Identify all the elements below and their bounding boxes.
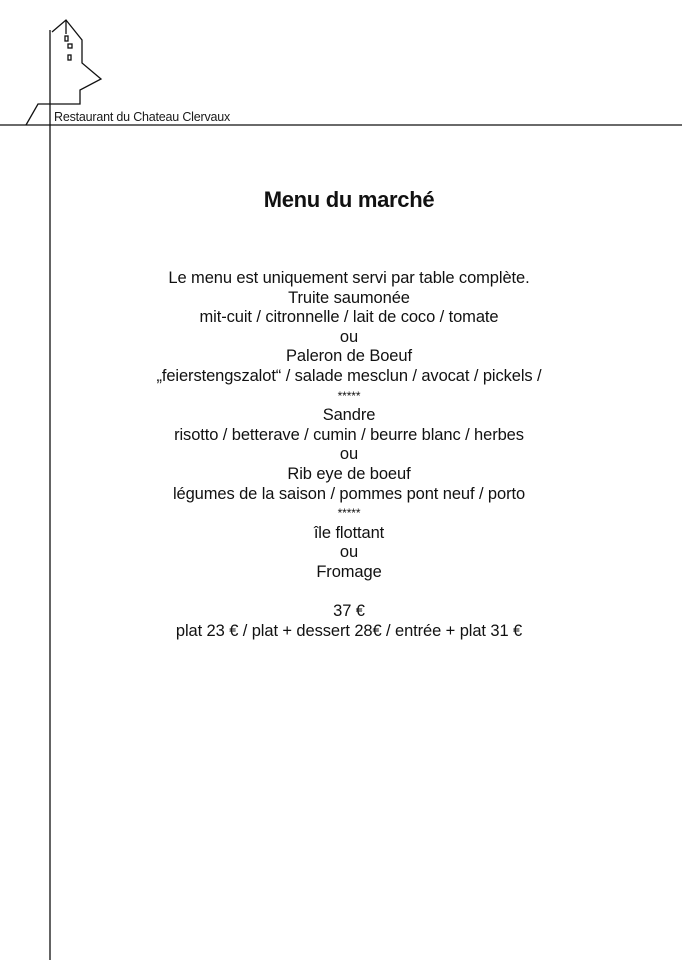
main-1-name: Sandre (322, 406, 376, 425)
starter-2-name: Paleron de Boeuf (286, 347, 412, 366)
course-separator: ***** (337, 506, 361, 521)
dessert-1-name: île flottant (313, 523, 385, 542)
dessert-2-name: Fromage (316, 562, 382, 581)
starter-2-description: „feierstengszalot“ / salade mesclun / avocat / pickels / (156, 366, 542, 385)
menu-intro: Le menu est uniquement servi par table complète. (168, 269, 530, 287)
dessert-or: ou (339, 543, 359, 562)
starter-1-name: Truite saumonée (288, 288, 410, 307)
restaurant-name: Restaurant du Chateau Clervaux (54, 110, 231, 124)
blank-spacer (16, 583, 682, 603)
main-1-description: risotto / betterave / cumin / beurre blanc / herbes (174, 425, 524, 444)
starter-1-description: mit-cuit / citronnelle / lait de coco / tomate (199, 308, 499, 327)
page-title: Menu du marché (263, 187, 435, 212)
main-2-description: légumes de la saison / pommes pont neuf / porto (172, 484, 526, 503)
course-separator: ***** (337, 388, 361, 403)
main-or: ou (339, 445, 359, 464)
price-full-menu: 37 € (333, 602, 365, 621)
main-2-name: Rib eye de boeuf (287, 464, 411, 483)
price-options: plat 23 € / plat + dessert 28€ / entrée + plat 31 € (175, 621, 523, 640)
starter-or: ou (339, 327, 359, 346)
menu-body (0, 269, 682, 641)
